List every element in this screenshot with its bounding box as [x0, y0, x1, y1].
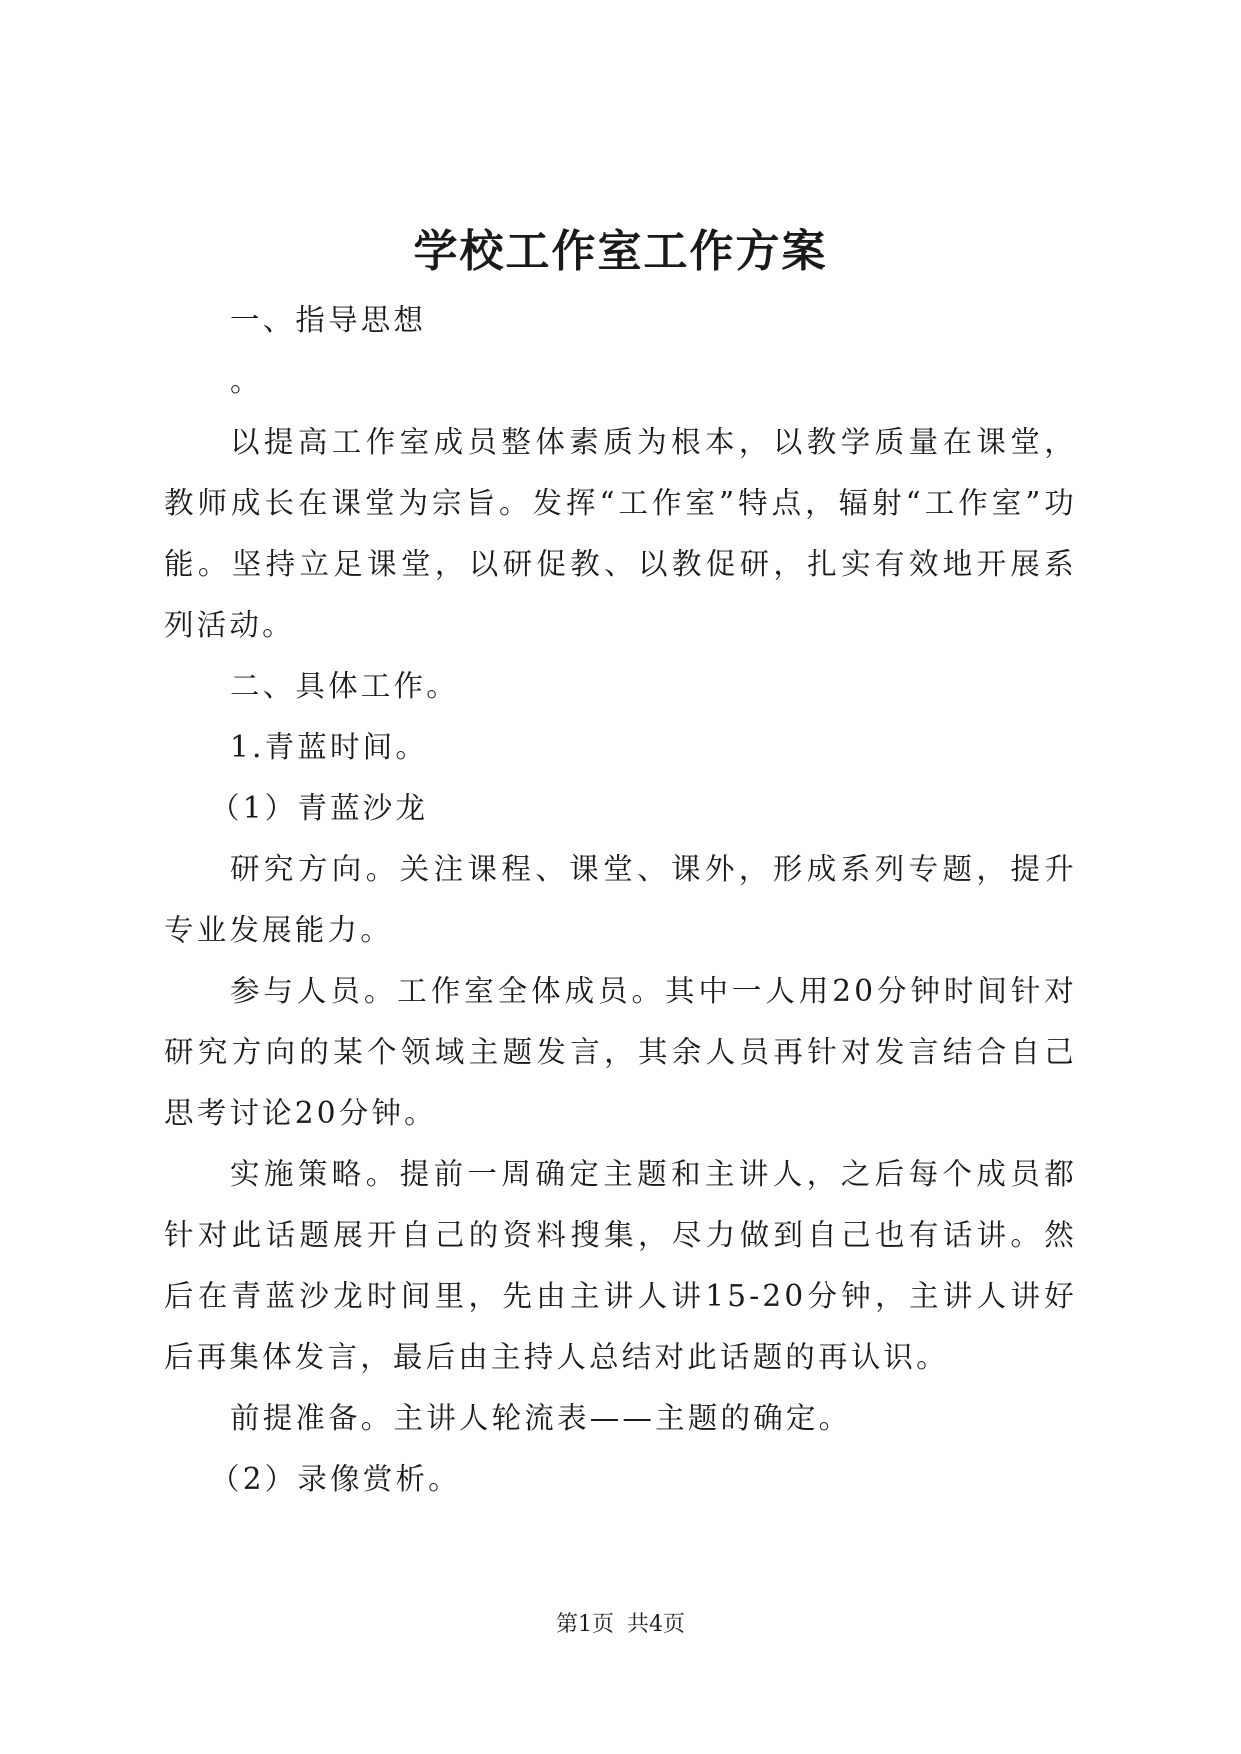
section-heading-guiding-ideology: 一、指导思想 — [230, 303, 427, 337]
subsection-heading: 1.青蓝时间。 — [230, 730, 429, 764]
paragraph: 以提高工作室成员整体素质为根本，以教学质量在课堂，教师成长在课堂为宗旨。发挥“工作室”特点，辐射“工作室”功能。坚持立足课堂，以研促教、以教促研，扎实有效地开展系列活动。 — [164, 425, 1077, 642]
page-number-footer: 第1页 共4页 — [556, 1612, 685, 1637]
paragraph: 前提准备。主讲人轮流表——主题的确定。 — [230, 1401, 852, 1435]
section-heading-specific-work: 二、具体工作。 — [230, 669, 459, 703]
document-body — [164, 290, 1077, 1510]
subsection-heading: （1）青蓝沙龙 — [210, 791, 429, 825]
paragraph: 实施策略。提前一周确定主题和主讲人，之后每个成员都针对此话题展开自己的资料搜集，尽力做到自己也有话讲。然后在青蓝沙龙时间里，先由主讲人讲15-20分钟，主讲人讲好后再集体发言，最后由主持人总结对此话题的再认识。 — [164, 1157, 1077, 1374]
paragraph: 。 — [230, 364, 263, 398]
page-title: 学校工作室工作方案 — [413, 226, 828, 277]
paragraph: 研究方向。关注课程、课堂、课外，形成系列专题，提升专业发展能力。 — [164, 852, 1077, 947]
subsection-heading: （2）录像赏析。 — [210, 1462, 461, 1496]
paragraph: 参与人员。工作室全体成员。其中一人用20分钟时间针对研究方向的某个领域主题发言，其余人员再针对发言结合自己思考讨论20分钟。 — [164, 974, 1077, 1130]
